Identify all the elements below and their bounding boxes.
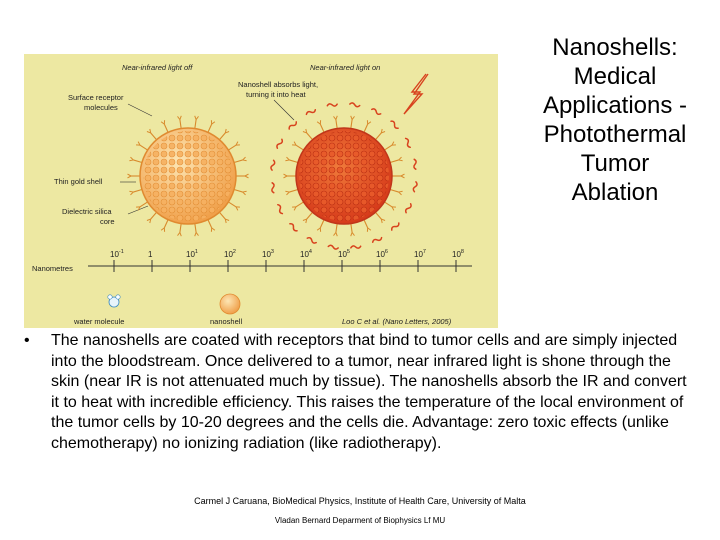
citation: Loo C et al. (Nano Letters, 2005) [342, 317, 452, 326]
receptor-molecule [195, 120, 196, 129]
receptor-molecule [234, 190, 243, 193]
receptor-molecule [151, 212, 157, 219]
heat-wave-icon [406, 138, 411, 147]
receptor-molecule [384, 202, 392, 207]
water-molecule-icon [108, 295, 120, 307]
receptor-molecule [180, 120, 181, 129]
bullet-marker: • [24, 332, 30, 349]
receptor-molecule [364, 220, 368, 228]
nanoshell-figure [24, 54, 498, 328]
receptor-molecule [133, 160, 142, 163]
heat-wave-icon [414, 159, 416, 169]
receptor-molecule [164, 220, 168, 228]
lightning-icon [404, 74, 428, 114]
scale-tick-label: $10^2$ [224, 249, 236, 259]
receptor-molecule [307, 133, 313, 140]
receptor-molecule [364, 124, 368, 132]
receptor-molecule [320, 220, 324, 228]
receptor-molecule [375, 212, 381, 219]
receptor-molecule [140, 202, 148, 207]
heat-wave-icon [391, 121, 398, 128]
receptor-molecule [351, 224, 352, 233]
receptor-molecule [208, 124, 212, 132]
slide-title: Nanoshells: Medical Applications - Photothermal Tumor Ablation [542, 34, 688, 206]
label-water: water molecule [74, 317, 125, 326]
label-ir-off: Near-infrared light off [122, 63, 193, 72]
label-nanoshell: nanoshell [210, 317, 243, 326]
label-absorbs-2: turning it into heat [246, 90, 306, 99]
heat-wave-icon [278, 205, 283, 214]
receptor-molecule [219, 212, 225, 219]
scale-tick-label: $10^7$ [414, 249, 426, 259]
scale-tick-label: $10^{-1}$ [110, 249, 124, 259]
scale-tick-label: $10^6$ [376, 249, 388, 259]
heated-silica-core [299, 131, 389, 221]
receptor-molecule [234, 160, 243, 163]
heat-wave-icon [406, 204, 411, 213]
nanoshell-diagram [24, 54, 498, 328]
label-ir-on: Near-infrared light on [310, 63, 381, 72]
receptor-molecule [296, 202, 304, 207]
bullet-text: The nanoshells are coated with receptors that bind to tumor cells and are simply injected into the bloodstream. Once delivered to a tumor, near infrared light is shone through the skin (near IR is not attenuated much by tissue). The nanoshells absorb the IR and convert it to heat with incredible efficiency. This raises the temperature of the local environment of the tumor cells by 10-20 degrees and the cells die. Advantage: zero toxic effects (unlike chemotherapy) no ionizing radiation (like radiotherapy). [51, 332, 687, 452]
receptor-molecule [133, 190, 142, 193]
heat-wave-icon [277, 139, 282, 148]
nanoshell-ir-on [271, 103, 417, 249]
scale-tick-label: $10^3$ [262, 249, 274, 259]
heat-wave-icon [350, 103, 360, 107]
label-receptor-1: Surface receptor [68, 93, 124, 102]
label-receptor-2: molecules [84, 103, 118, 112]
credit-line-1: Carmel J Caruana, BioMedical Physics, Institute of Health Care, University of Malta [194, 496, 526, 506]
silica-core [143, 131, 233, 221]
heat-wave-icon [392, 223, 399, 230]
receptor-molecule [208, 220, 212, 228]
heat-wave-icon [413, 182, 417, 192]
receptor-molecule [289, 190, 298, 193]
heat-wave-icon [271, 160, 275, 170]
receptor-molecule [336, 224, 337, 233]
small-nanoshell-icon [220, 294, 240, 314]
receptor-molecule [375, 133, 381, 140]
receptor-molecule [228, 145, 236, 150]
heat-wave-icon [306, 110, 315, 115]
receptor-molecule [384, 145, 392, 150]
scale-ticks [110, 249, 464, 272]
receptor-molecule [336, 120, 337, 129]
receptor-molecule [164, 124, 168, 132]
label-silica-1: Dielectric silica [62, 207, 112, 216]
label-silica-2: core [100, 217, 115, 226]
receptor-molecule [307, 212, 313, 219]
heat-wave-icon [290, 224, 297, 231]
heat-wave-icon [351, 246, 361, 248]
label-nanometres: Nanometres [32, 264, 73, 273]
receptor-molecule [151, 133, 157, 140]
heat-wave-icon [307, 238, 316, 243]
receptor-molecule [390, 190, 399, 193]
heat-wave-icon [373, 238, 382, 243]
credit-line-2: Vladan Bernard Deparment of Biophysics Lf MU [274, 516, 446, 525]
receptor-molecule [180, 224, 181, 233]
label-gold-shell: Thin gold shell [54, 177, 103, 186]
receptor-molecule [195, 224, 196, 233]
heat-wave-icon [272, 183, 274, 193]
scale-tick-label: 1 [148, 250, 153, 259]
scale-tick-label: $10^1$ [186, 249, 198, 259]
scale-tick-label: $10^4$ [300, 249, 312, 259]
heat-wave-icon [289, 122, 296, 129]
receptor-molecule [320, 124, 324, 132]
receptor-molecule [390, 160, 399, 163]
heat-wave-icon [372, 109, 381, 114]
receptor-molecule [296, 145, 304, 150]
receptor-molecule [228, 202, 236, 207]
receptor-molecule [140, 145, 148, 150]
nanoshell-ir-off [127, 116, 248, 236]
heat-wave-icon [328, 245, 338, 249]
receptor-molecule [289, 160, 298, 163]
scale-tick-label: $10^5$ [338, 249, 350, 259]
receptor-molecule [351, 120, 352, 129]
label-absorbs-1: Nanoshell absorbs light, [238, 80, 319, 89]
scale-tick-label: $10^8$ [452, 249, 464, 259]
heat-wave-icon [327, 104, 337, 106]
receptor-molecule [219, 133, 225, 140]
